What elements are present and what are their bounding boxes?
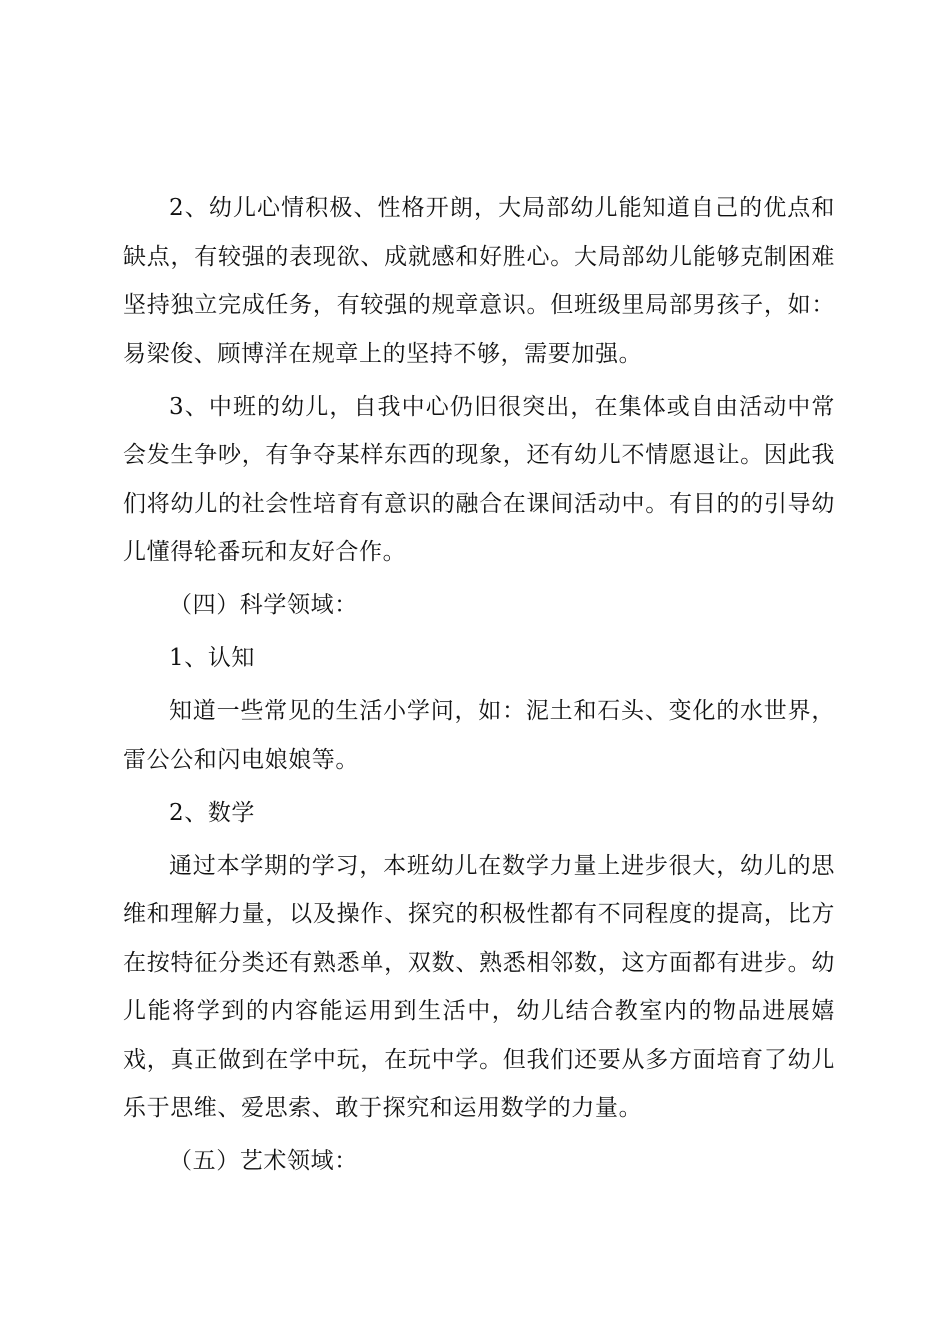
document-body (123, 184, 835, 1186)
heading-science-domain: （四）科学领域： (169, 592, 358, 618)
paragraph-math: 通过本学期的学习，本班幼儿在数学力量上进步很大，幼儿的思维和理解力量，以及操作、探究的积极性都有不同程度的提高，比方在按特征分类还有熟悉单，双数、熟悉相邻数，这方面都有进步。幼儿能将学到的内容能运用到生活中，幼儿结合教室内的物品进展嬉戏，真正做到在学中玩，在玩中学。但我们还要从多方面培育了幼儿乐于思维、爱思索、敢于探究和运用数学的力量。 (123, 852, 835, 1121)
subheading-math: 2、数学 (169, 799, 256, 826)
paragraph-social-3: 3、中班的幼儿，自我中心仍旧很突出，在集体或自由活动中常会发生争吵，有争夺某样东西的现象，还有幼儿不情愿退让。因此我们将幼儿的社会性培育有意识的融合在课间活动中。有目的的引导幼儿懂得轮番玩和友好合作。 (123, 393, 835, 565)
paragraph-cognition: 知道一些常见的生活小学问，如：泥土和石头、变化的水世界，雷公公和闪电娘娘等。 (123, 698, 835, 773)
heading-art-domain: （五）艺术领域： (169, 1148, 358, 1174)
paragraph-social-2: 2、幼儿心情积极、性格开朗，大局部幼儿能知道自己的优点和缺点，有较强的表现欲、成就感和好胜心。大局部幼儿能够克制困难坚持独立完成任务，有较强的规章意识。但班级里局部男孩子，如：易梁俊、顾博洋在规章上的坚持不够，需要加强。 (123, 195, 835, 367)
subheading-cognition: 1、认知 (169, 645, 256, 671)
